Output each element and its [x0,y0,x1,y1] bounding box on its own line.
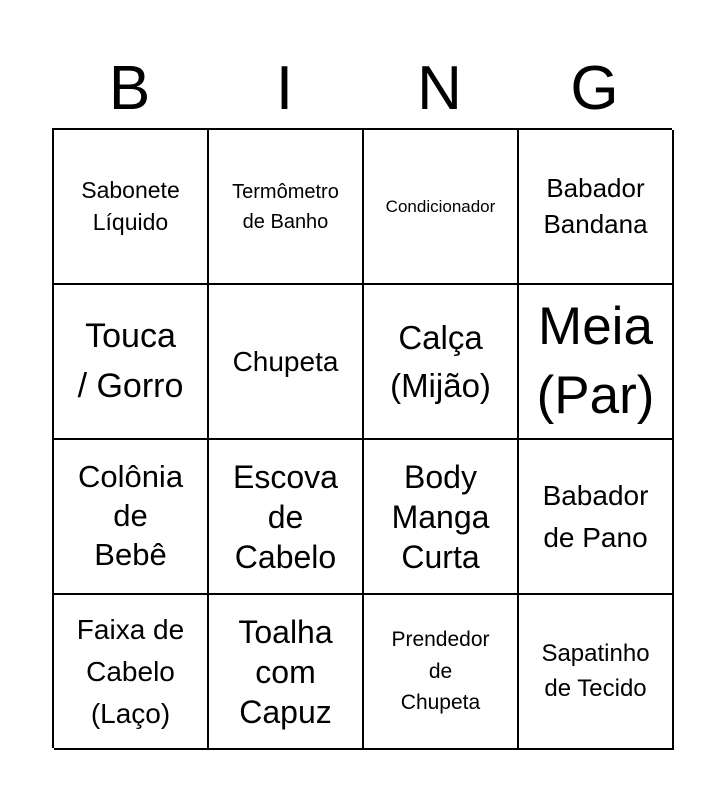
bingo-cell[interactable] [209,440,364,595]
header-letter-i: I [275,54,294,123]
bingo-cell[interactable] [519,130,674,285]
bingo-cell[interactable] [364,285,519,440]
cell-label: Sapatinho de Tecido [541,639,650,702]
bingo-cell[interactable] [54,440,209,595]
bingo-cell[interactable] [209,130,364,285]
header-letter-n: N [417,54,462,123]
bingo-cell[interactable] [54,285,209,440]
bingo-cell[interactable] [54,130,209,285]
bingo-board [52,128,672,748]
cell-label: Body Manga Curta [391,458,490,575]
bingo-cell[interactable] [54,595,209,750]
cell-label: Toalha com Capuz [238,613,333,730]
bingo-header [52,50,672,128]
cell-label: Termômetro de Banho [232,180,339,233]
cell-label: Sabonete Líquido [81,177,180,235]
bingo-cell[interactable] [364,595,519,750]
bingo-cell[interactable] [519,440,674,595]
bingo-cell[interactable] [364,130,519,285]
header-letter-b: B [108,54,151,123]
cell-label: Condicionador [385,196,496,216]
cell-label: Faixa de Cabelo (Laço) [76,613,185,729]
cell-label: Babador Bandana [543,173,648,239]
bingo-cell[interactable] [519,595,674,750]
cell-label: Calça (Mijão) [390,318,491,404]
header-letter-g: G [570,54,619,123]
cell-label: Touca / Gorro [77,317,184,405]
cell-label: Colônia de Bebê [77,459,184,572]
cell-label: Chupeta [232,345,339,377]
cell-label: Prendedor de Chupeta [391,628,490,715]
bingo-cell[interactable] [209,285,364,440]
bingo-cell[interactable] [364,440,519,595]
cell-label: Escova de Cabelo [233,458,338,575]
cell-label: Babador de Pano [542,479,649,553]
bingo-cell[interactable] [519,285,674,440]
bingo-cell[interactable] [209,595,364,750]
cell-label: Meia (Par) [536,296,655,425]
